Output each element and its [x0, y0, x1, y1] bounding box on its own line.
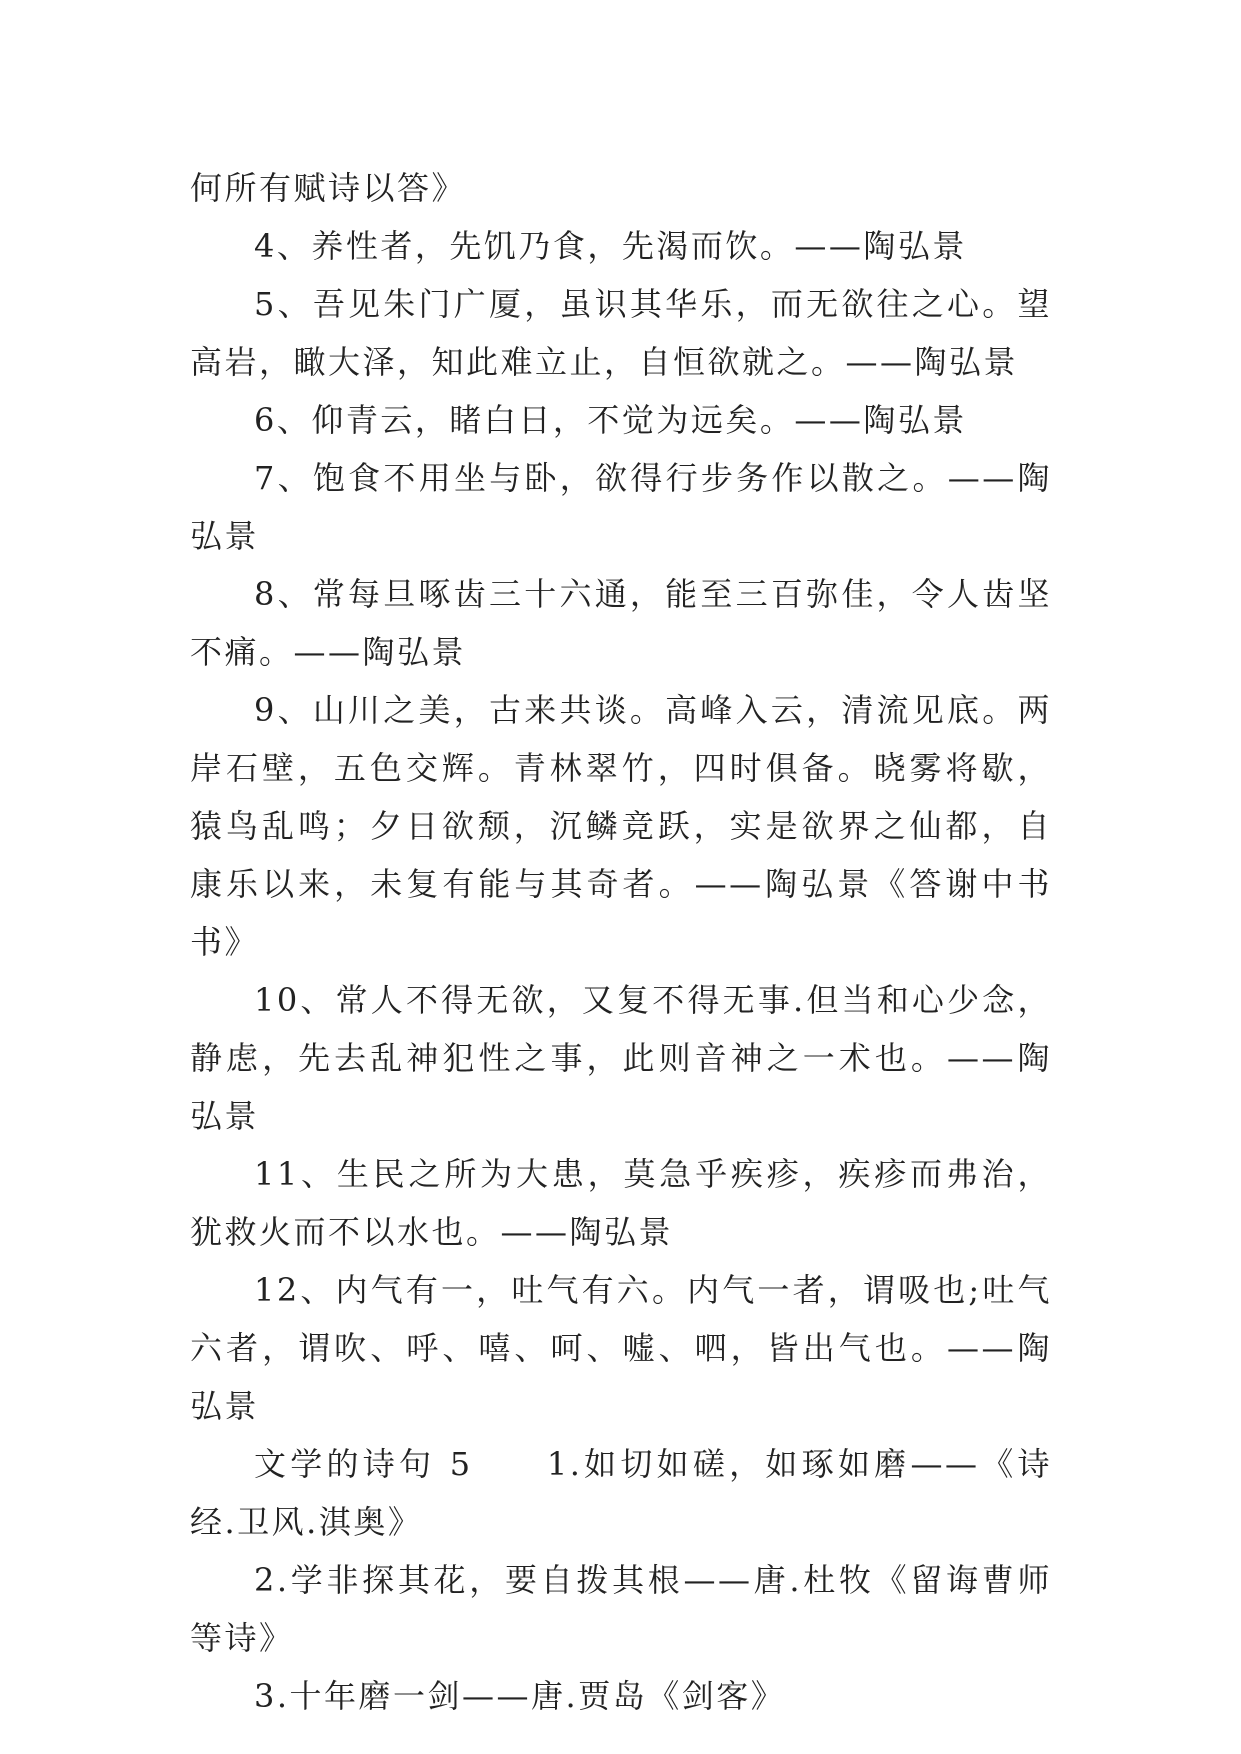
quote-item-8: 8、常每旦啄齿三十六通，能至三百弥佳，令人齿坚不痛。——陶弘景 — [190, 575, 1052, 671]
quote-item-9: 9、山川之美，古来共谈。高峰入云，清流见底。两岸石壁，五色交辉。青林翠竹，四时俱备。晓雾将歇，猿鸟乱鸣；夕日欲颓，沉鳞竞跃，实是欲界之仙都，自康乐以来，未复有能与其奇者。——陶弘景《答谢中书书》 — [190, 691, 1052, 961]
paragraph-continuation: 何所有赋诗以答》 — [190, 169, 467, 207]
literature-item-3: 3.十年磨一剑——唐.贾岛《剑客》 — [254, 1677, 786, 1715]
literature-item-2: 2.学非探其花，要自拨其根——唐.杜牧《留诲曹师等诗》 — [190, 1561, 1052, 1657]
quote-item-7: 7、饱食不用坐与卧，欲得行步务作以散之。——陶弘景 — [190, 459, 1052, 555]
quote-item-5: 5、吾见朱门广厦，虽识其华乐，而无欲往之心。望高岩，瞰大泽，知此难立止，自恒欲就之。——陶弘景 — [190, 285, 1052, 381]
section-heading-with-item-1: 文学的诗句 5 1.如切如磋，如琢如磨——《诗经.卫风.淇奥》 — [190, 1445, 1052, 1541]
quote-item-11: 11、生民之所为大患，莫急乎疾疹，疾疹而弗治，犹救火而不以水也。——陶弘景 — [190, 1155, 1052, 1251]
quote-item-6: 6、仰青云，睹白日，不觉为远矣。——陶弘景 — [254, 401, 967, 439]
quote-item-4: 4、养性者，先饥乃食，先渴而饮。——陶弘景 — [254, 227, 967, 265]
quote-item-10: 10、常人不得无欲，又复不得无事.但当和心少念，静虑，先去乱神犯性之事，此则音神之一术也。——陶弘景 — [190, 981, 1052, 1135]
quote-item-12: 12、内气有一，吐气有六。内气一者，谓吸也;吐气六者，谓吹、呼、嘻、呵、嘘、呬，皆出气也。——陶弘景 — [190, 1271, 1052, 1425]
document-body — [190, 159, 1052, 1725]
